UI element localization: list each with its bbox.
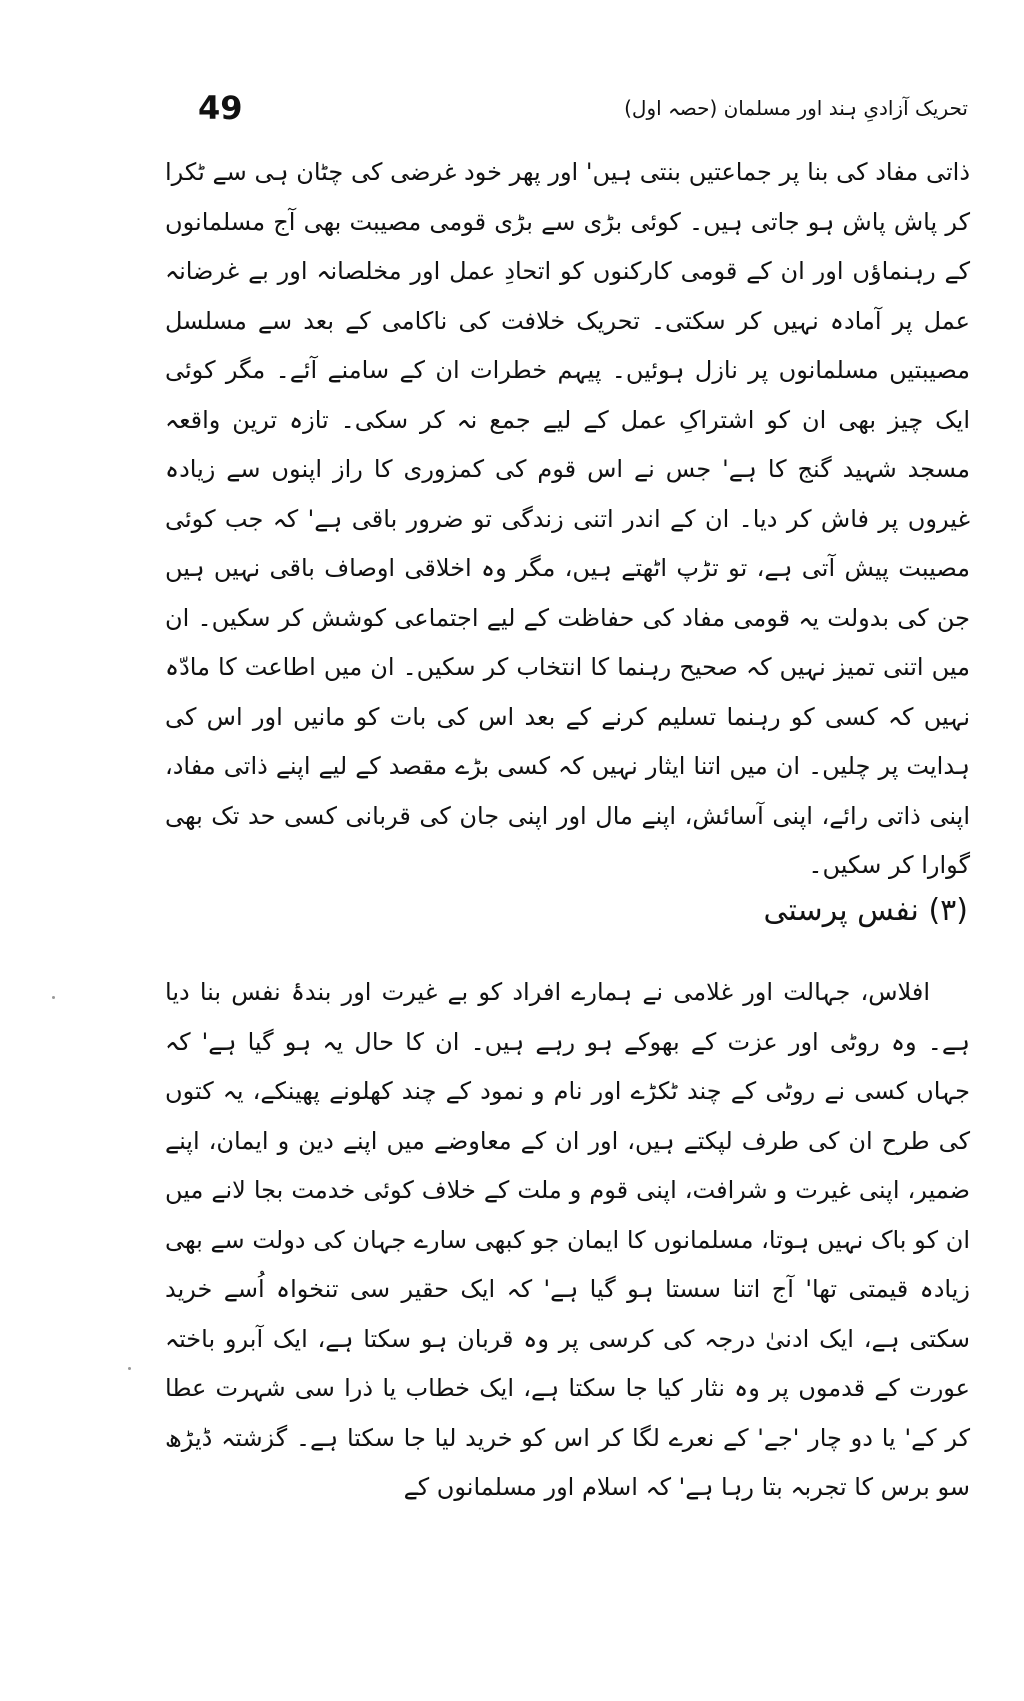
margin-speck <box>128 1367 131 1370</box>
margin-speck <box>52 996 55 999</box>
paragraph-1: ذاتی مفاد کی بنا پر جماعتیں بنتی ہیں' اور پھر خود غرضی کی چٹان ہی سے ٹکرا کر پاش پاش ہو جاتی ہیں۔ کوئی بڑی سے بڑی قومی مصیبت بھی آج مسلمانوں کے رہنماؤں اور ان کے قومی کارکنوں کو اتحادِ عمل اور مخلصانہ اور بے غرضانہ عمل پر آمادہ نہیں کر سکتی۔ تحریک خلافت کی ناکامی کے بعد سے مسلسل مصیبتیں مسلمانوں پر نازل ہوئیں۔ پیہم خطرات ان کے سامنے آئے۔ مگر کوئی ایک چیز بھی ان کو اشتراکِ عمل کے لیے جمع نہ کر سکی۔ تازہ ترین واقعہ مسجد شہید گنج کا ہے' جس نے اس قوم کی کمزوری کا راز اپنوں سے زیادہ غیروں پر فاش کر دیا۔ ان کے اندر اتنی زندگی تو ضرور باقی ہے' کہ جب کوئی مصیبت پیش آتی ہے، تو تڑپ اٹھتے ہیں، مگر وہ اخلاقی اوصاف باقی نہیں ہیں جن کی بدولت یہ قومی مفاد کی حفاظت کے لیے اجتماعی کوشش کر سکیں۔ ان میں اتنی تمیز نہیں کہ صحیح رہنما کا انتخاب کر سکیں۔ ان میں اطاعت کا مادّہ نہیں کہ کسی کو رہنما تسلیم کرنے کے بعد اس کی بات کو مانیں اور اس کی ہدایت پر چلیں۔ ان میں اتنا ایثار نہیں کہ کسی بڑے مقصد کے لیے اپنے ذاتی مفاد، اپنی ذاتی رائے، اپنی آسائش، اپنے مال اور اپنی جان کی قربانی کسی حد تک بھی گوارا کر سکیں۔ <box>165 158 971 879</box>
paragraph-2: افلاس، جہالت اور غلامی نے ہمارے افراد کو بے غیرت اور بندۂ نفس بنا دیا ہے۔ وہ روٹی اور عزت کے بھوکے ہو رہے ہیں۔ ان کا حال یہ ہو گیا ہے' کہ جہاں کسی نے روٹی کے چند ٹکڑے اور نام و نمود کے چند کھلونے پھینکے، یہ کتوں کی طرح ان کی طرف لپکتے ہیں، اور ان کے معاوضے میں اپنے دین و ایمان، اپنے ضمیر، اپنی غیرت و شرافت، اپنی قوم و ملت کے خلاف کوئی خدمت بجا لانے میں ان کو باک نہیں ہوتا، مسلمانوں کا ایمان جو کبھی سارے جہان کی دولت سے بھی زیادہ قیمتی تھا' آج اتنا سستا ہو گیا ہے' کہ ایک حقیر سی تنخواہ اُسے خرید سکتی ہے، ایک ادنیٰ درجہ کی کرسی پر وہ قربان ہو سکتا ہے، ایک آبرو باختہ عورت کے قدموں پر وہ نثار کیا جا سکتا ہے، ایک خطاب یا ذرا سی شہرت عطا کر کے' یا دو چار 'جے' کے نعرے لگا کر اس کو خرید لیا جا سکتا ہے۔ گزشتہ ڈیڑھ سو برس کا تجربہ بتا رہا ہے' کہ اسلام اور مسلمانوں کے <box>165 978 971 1501</box>
section-heading: (۳) نفس پرستی <box>763 893 968 928</box>
page-number: 49 <box>198 89 243 127</box>
running-title: تحریک آزادیِ ہند اور مسلمان (حصہ اول) <box>624 96 968 120</box>
page-header <box>168 88 968 138</box>
